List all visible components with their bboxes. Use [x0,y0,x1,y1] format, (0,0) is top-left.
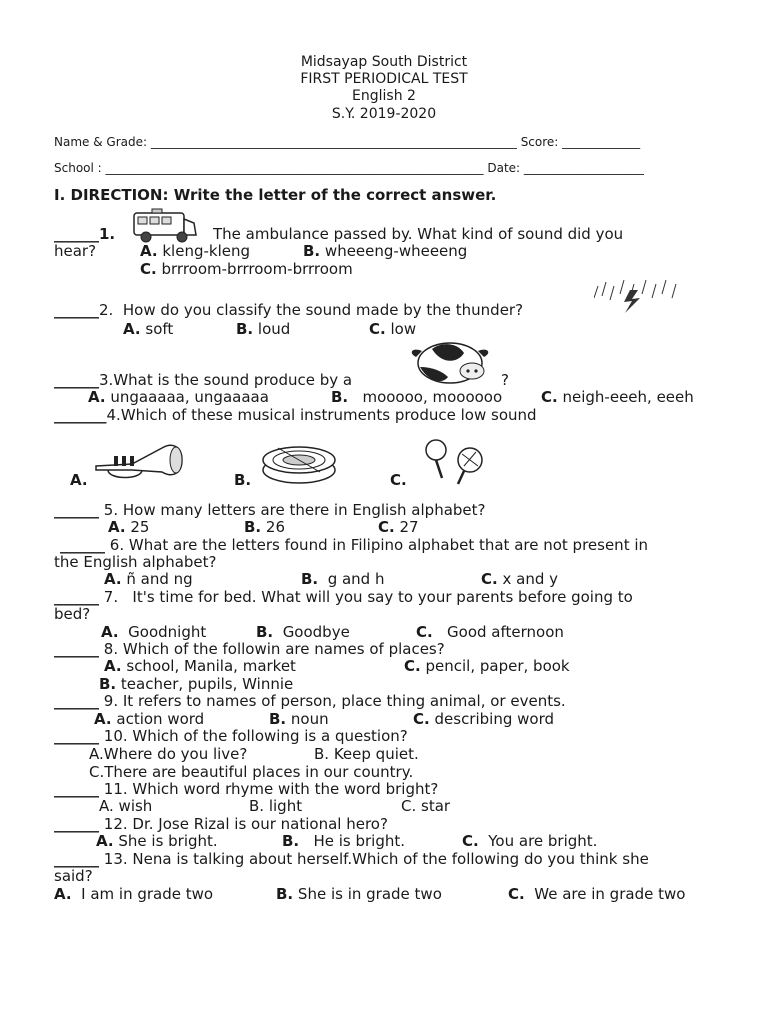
school-label: School : [54,161,102,175]
answer-blank[interactable]: ______ [54,815,99,833]
choice-11b[interactable] [249,798,302,815]
choice-text: x and y [502,570,559,588]
choice-3c[interactable] [541,389,694,406]
choice-1a[interactable] [140,243,250,260]
choice-2a[interactable] [123,321,173,338]
choice-10b[interactable] [314,746,419,763]
choice-letter: B. [236,320,254,338]
trumpet-icon [92,436,188,486]
question-7 [54,589,633,606]
choice-text: kleng-kleng [162,242,251,260]
question-7-stem-cont: bed? [54,605,91,623]
answer-blank[interactable]: ______ [54,780,99,798]
choice-4c[interactable] [390,472,407,489]
question-2 [54,302,523,319]
question-1 [54,226,115,243]
question-stem: Nena is talking about herself.Which of the following do you think she [132,850,649,868]
choice-text: teacher, pupils, Winnie [120,675,294,693]
answer-blank[interactable]: ______ [54,371,99,389]
choice-12c[interactable] [462,833,597,850]
choice-text: low [390,320,417,338]
choice-text: g and h [327,570,385,588]
answer-blank[interactable]: ______ [60,536,105,554]
choice-4b[interactable] [234,472,251,489]
question-number: 9. [103,692,119,710]
question-number: 12. [103,815,128,833]
choice-letter: B. [244,518,262,536]
choice-text: noun [290,710,329,728]
choice-2c[interactable] [369,321,416,338]
answer-blank[interactable]: ______ [54,850,99,868]
choice-letter: C. [413,710,430,728]
ambulance-icon [130,207,200,245]
choice-letter: B. [331,388,349,406]
answer-blank[interactable]: ______ [54,301,99,319]
question-stem: Which of the followin are names of places? [122,640,445,658]
choice-10c[interactable] [89,764,413,781]
question-4 [54,407,537,424]
choice-text: I am in grade two [81,885,214,903]
choice-13a[interactable] [54,886,213,903]
choice-letter: A. [88,388,106,406]
choice-letter: C. [481,570,498,588]
question-10 [54,728,408,745]
direction-label: DIRECTION: [70,186,169,204]
choice-text: pencil, paper, book [425,657,570,675]
question-number: 4. [106,406,121,424]
choice-10a[interactable] [89,746,247,763]
choice-text: ungaaaaa, ungaaaaa [110,388,269,406]
answer-blank[interactable]: ______ [54,727,99,745]
choice-letter: A. [104,657,122,675]
choice-7c[interactable] [416,624,564,641]
question-3-end: ? [501,371,509,389]
question-stem: Which of the following is a question? [132,727,408,745]
choice-text: We are in grade two [534,885,686,903]
question-stem: It's time for bed. What will you say to your parents before going to [132,588,633,606]
district-title: Midsayap South District [300,54,468,70]
question-11 [54,781,438,798]
choice-letter: B. [282,832,300,850]
question-number: 6. [109,536,125,554]
question-1-stem-cont: hear? [54,242,97,260]
choice-11a[interactable] [99,798,152,815]
thunder-icon [594,276,684,314]
question-number: 2. [99,301,114,319]
choice-9a[interactable] [94,711,204,728]
score-field[interactable]: _____________ [562,135,641,149]
choice-letter: A. [108,518,126,536]
question-number: 5. [103,501,119,519]
choice-5b[interactable] [244,519,285,536]
choice-text: She is bright. [118,832,218,850]
choice-5a[interactable] [108,519,149,536]
question-number: 1. [99,225,116,243]
choice-letter: C. [401,797,417,815]
choice-letter: C. [390,471,407,489]
direction-text: Write the letter of the correct answer. [173,186,497,204]
choice-11c[interactable] [401,798,450,815]
choice-letter: B. [249,797,265,815]
question-13 [54,851,649,868]
drum-icon [258,440,340,486]
choice-letter: C. [89,763,105,781]
test-title: FIRST PERIODICAL TEST [300,71,468,87]
cow-icon [402,337,496,387]
question-number: 7. [103,588,119,606]
choice-text: Good afternoon [447,623,564,641]
question-6 [60,537,648,554]
choice-text: soft [145,320,174,338]
choice-text: ñ and ng [126,570,193,588]
question-9 [54,693,566,710]
choice-8c[interactable] [404,658,570,675]
school-field[interactable]: _______________________________________________________________ [105,161,484,175]
choice-text: She is in grade two [297,885,442,903]
subject-title: English 2 [352,88,416,104]
choice-letter: B. [276,885,294,903]
choice-text: loud [257,320,291,338]
question-stem: How many letters are there in English alphabet? [122,501,486,519]
choice-letter: C. [416,623,433,641]
question-3 [54,372,352,389]
question-13-stem-cont: said? [54,867,93,885]
choice-3a[interactable] [88,389,269,406]
question-number: 10. [103,727,128,745]
choice-letter: C. [140,260,157,278]
date-label: Date: [487,161,521,175]
choice-6b[interactable] [301,571,384,588]
choice-letter: A. [101,623,119,641]
name-grade-label: Name & Grade: [54,135,148,149]
choice-5c[interactable] [378,519,419,536]
choice-letter: B. [256,623,274,641]
question-stem: What is the sound produce by a [113,371,353,389]
choice-9b[interactable] [269,711,329,728]
choice-letter: A. [54,885,72,903]
choice-text: 27 [399,518,419,536]
choice-text: action word [116,710,205,728]
choice-letter: C. [541,388,558,406]
choice-letter: A. [99,797,114,815]
maracas-icon [414,438,494,486]
choice-letter: C. [508,885,525,903]
choice-text: mooooo, moooooo [362,388,503,406]
question-6-stem-cont: the English alphabet? [54,553,217,571]
question-stem: Which word rhyme with the word bright? [132,780,439,798]
choice-3b[interactable] [331,389,502,406]
choice-text: wish [118,797,153,815]
question-12 [54,816,388,833]
school-year: S.Y. 2019-2020 [331,106,437,122]
choice-8a[interactable] [104,658,296,675]
choice-text: Where do you live? [103,745,248,763]
choice-2b[interactable] [236,321,290,338]
answer-blank[interactable]: ______ [54,501,99,519]
choice-text: star [421,797,451,815]
choice-letter: B. [301,570,319,588]
choice-7b[interactable] [256,624,350,641]
answer-blank[interactable]: _______ [54,406,107,424]
answer-blank[interactable]: ______ [54,225,99,243]
question-stem: How do you classify the sound made by the thunder? [122,301,524,319]
choice-9c[interactable] [413,711,554,728]
choice-text: wheeeng-wheeeng [324,242,468,260]
choice-text: 26 [265,518,286,536]
date-field[interactable]: ____________________ [523,161,644,175]
choice-letter: B. [314,745,330,763]
choice-letter: C. [369,320,386,338]
choice-12a[interactable] [96,833,218,850]
choice-letter: C. [378,518,395,536]
question-1-stem: The ambulance passed by. What kind of sound did you [213,225,624,243]
question-stem: What are the letters found in Filipino alphabet that are not present in [128,536,649,554]
question-stem: Dr. Jose Rizal is our national hero? [132,815,388,833]
choice-text: He is bright. [313,832,406,850]
question-stem: It refers to names of person, place thing animal, or events. [122,692,566,710]
question-number: 3. [99,371,114,389]
answer-blank[interactable]: ______ [54,588,99,606]
choice-text: brrroom-brrroom-brrroom [161,260,353,278]
choice-letter: B. [99,675,117,693]
choice-text: light [268,797,303,815]
choice-letter: C. [462,832,479,850]
choice-letter: A. [94,710,112,728]
choice-4a[interactable] [70,472,88,489]
answer-blank[interactable]: ______ [54,640,99,658]
choice-letter: A. [104,570,122,588]
choice-6a[interactable] [104,571,193,588]
choice-text: school, Manila, market [126,657,296,675]
choice-letter: C. [404,657,421,675]
name-grade-field[interactable]: _____________________________________________________________ [150,135,517,149]
answer-blank[interactable]: ______ [54,692,99,710]
choice-letter: B. [269,710,287,728]
choice-letter: A. [70,471,88,489]
question-stem: Which of these musical instruments produce low sound [120,406,537,424]
choice-7a[interactable] [101,624,206,641]
school-date-row [54,160,644,177]
choice-text: Keep quiet. [333,745,419,763]
direction [54,187,496,204]
choice-1c[interactable] [140,261,353,278]
question-5 [54,502,485,519]
choice-text: describing word [434,710,555,728]
choice-text: Goodbye [282,623,350,641]
choice-1b[interactable] [303,243,467,260]
choice-letter: A. [123,320,141,338]
choice-8b[interactable] [99,676,293,693]
question-number: 11. [103,780,128,798]
direction-number: I. [54,186,66,204]
choice-6c[interactable] [481,571,558,588]
choice-letter: B. [234,471,252,489]
score-label: Score: [520,135,559,149]
choice-13b[interactable] [276,886,442,903]
question-number: 13. [103,850,128,868]
choice-text: neigh-eeeh, eeeh [562,388,694,406]
choice-text: 25 [130,518,150,536]
choice-text: There are beautiful places in our country. [104,763,414,781]
choice-letter: A. [140,242,158,260]
choice-letter: B. [303,242,321,260]
choice-13c[interactable] [508,886,685,903]
name-grade-row [54,134,640,151]
question-number: 8. [103,640,119,658]
choice-12b[interactable] [282,833,405,850]
question-8 [54,641,445,658]
choice-text: Goodnight [128,623,207,641]
choice-text: You are bright. [488,832,598,850]
choice-letter: A. [89,745,104,763]
choice-letter: A. [96,832,114,850]
